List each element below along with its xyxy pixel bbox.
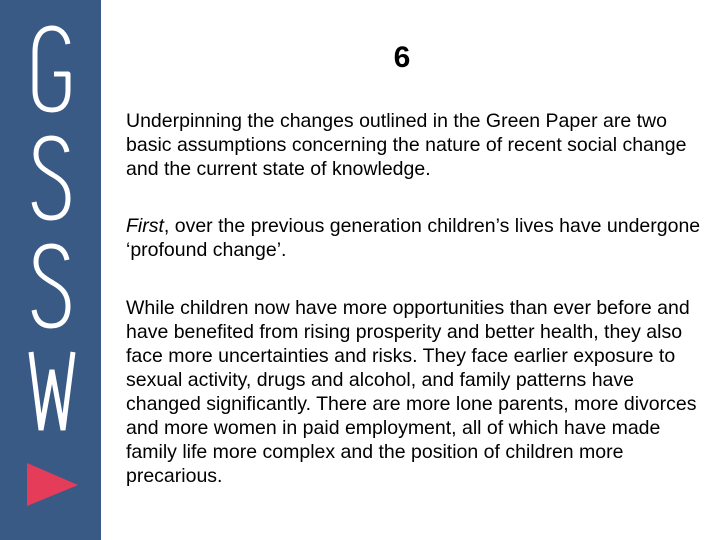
paragraph-first-assumption [126,214,706,262]
paragraph-intro [126,109,706,181]
paragraph-details [126,296,706,488]
logo-letter-w [31,352,73,430]
logo-letter-g [35,28,68,110]
right-triangle-icon [27,463,78,506]
paragraph-details-text: While children now have more opportunities than ever before and have benefited from rising prosperity and better health, they also face more uncertainties and risks. They face earlier exposure to sexual activity, drugs and alcohol, and family patterns have changed significantly. There are more lone parents, more divorces and more women in paid employment, all of which have made family life more complex and the position of children more precarious. [126,297,697,487]
logo-letter-s-2 [34,246,68,326]
gssw-sidebar [0,0,101,540]
paragraph-first-text: , over the previous generation children’s lives have undergone ‘profound change’. [126,215,701,261]
gssw-logo [0,0,101,540]
logo-letter-s-1 [34,138,68,218]
paragraph-intro-text: Underpinning the changes outlined in the Green Paper are two basic assumptions concerning the nature of recent social change and the current state of knowledge. [126,110,687,180]
slide-number: 6 [393,41,411,74]
emphasis-first: First [126,215,164,237]
